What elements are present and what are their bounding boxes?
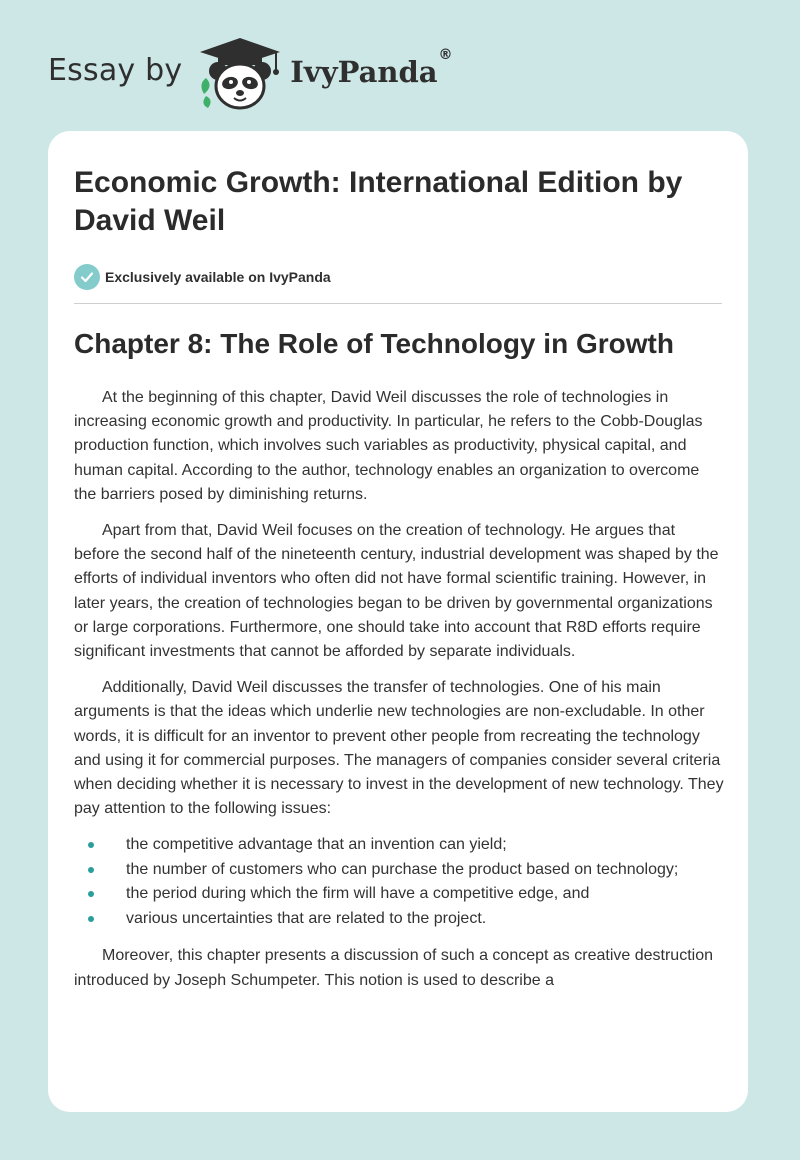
- essay-by-label: Essay by: [48, 52, 183, 88]
- paragraph: Moreover, this chapter presents a discussion of such a concept as creative destruction introduced by Joseph Schumpeter. This notion is used to describe a: [74, 947, 713, 989]
- list-item-text: the number of customers who can purchase the product based on technology;: [126, 860, 679, 878]
- paragraph: Additionally, David Weil discusses the transfer of technologies. One of his main arguments is that the ideas which underlie new technologies are non-excludable. In other words, it is difficult for an inventor to prevent other people from recreating the technology and using it for commercial purposes. The managers of companies consider several criteria when deciding whether it is necessary to invest in the development of new technology. They pay attention to the following issues:: [74, 679, 724, 818]
- list-item-text: various uncertainties that are related to the project.: [126, 909, 487, 927]
- list-item: [74, 907, 724, 932]
- list-item: [74, 833, 724, 858]
- paragraph: At the beginning of this chapter, David Weil discusses the role of technologies in increasing economic growth and productivity. In particular, he refers to the Cobb-Douglas production function, which involves such variables as productivity, physical capital, and human capital. According to the author, technology enables an organization to overcome the barriers posed by diminishing returns.: [74, 389, 703, 503]
- site-header: [48, 36, 453, 110]
- essay-body: [74, 386, 724, 1005]
- brand-logo-text[interactable]: [290, 47, 453, 89]
- bullet-icon: [88, 842, 94, 848]
- essay-title: Economic Growth: International Edition by David Weil: [74, 166, 683, 237]
- divider: [74, 303, 722, 304]
- list-item: [74, 882, 724, 907]
- bullet-icon: [88, 867, 94, 873]
- check-icon: [74, 264, 100, 290]
- criteria-list: [74, 833, 724, 931]
- bullet-icon: [88, 891, 94, 897]
- list-item: [74, 858, 724, 883]
- exclusive-badge-text: Exclusively available on IvyPanda: [105, 269, 331, 285]
- essay-card: [48, 131, 748, 1112]
- bullet-icon: [88, 916, 94, 922]
- registered-mark: ®: [438, 47, 453, 63]
- list-item-text: the period during which the firm will have a competitive edge, and: [126, 885, 590, 903]
- panda-graduate-icon[interactable]: [196, 36, 284, 110]
- paragraph: Apart from that, David Weil focuses on the creation of technology. He argues that before the second half of the nineteenth century, industrial development was shaped by the efforts of individual inventors who often did not have formal scientific training. However, in later years, the creation of technologies began to be driven by governmental organizations or large corporations. Furthermore, one should take into account that R8D efforts require significant investments that cannot be afforded by separate individuals.: [74, 522, 719, 661]
- chapter-heading: Chapter 8: The Role of Technology in Growth: [74, 328, 674, 359]
- exclusive-badge: [74, 264, 331, 290]
- brand-name: IvyPanda: [290, 55, 438, 89]
- list-item-text: the competitive advantage that an invention can yield;: [126, 836, 507, 854]
